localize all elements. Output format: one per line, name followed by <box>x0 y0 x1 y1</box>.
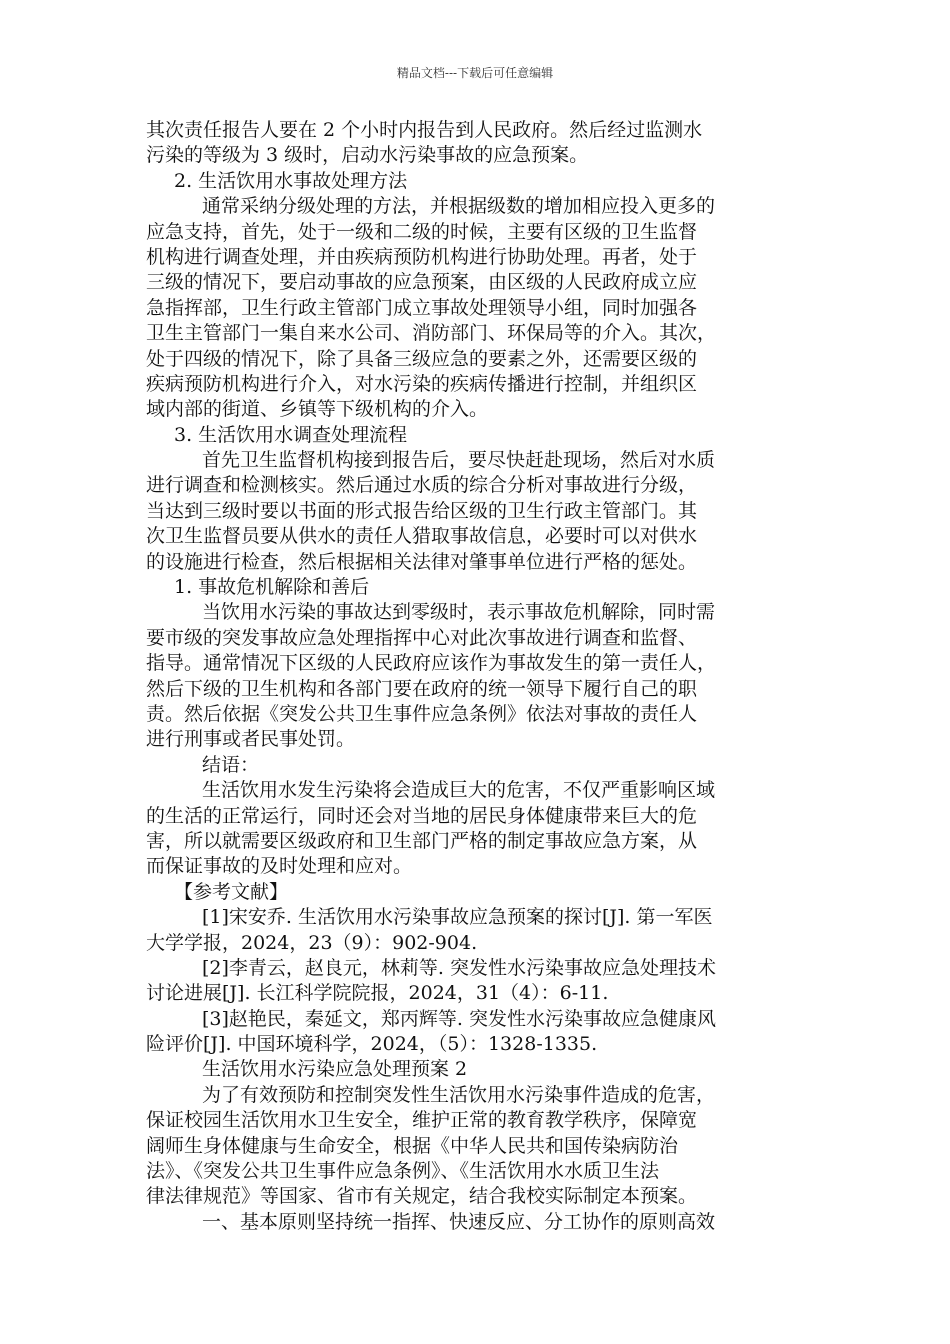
text-line: 险评价[J]. 中国环境科学，2024，（5）：1328-1335. <box>146 1033 598 1056</box>
text-line: 2. 生活饮用水事故处理方法 <box>174 169 408 192</box>
text-line: 害，所以就需要区级政府和卫生部门严格的制定事故应急方案，从 <box>146 829 698 852</box>
text-line: 讨论进展[J]. 长江科学院院报，2024，31（4）：6-11. <box>146 982 609 1005</box>
text-line: 次卫生监督员要从供水的责任人猎取事故信息，必要时可以对供水 <box>146 525 698 548</box>
text-line: 处于四级的情况下，除了具备三级应急的要素之外，还需要区级的 <box>146 347 698 370</box>
text-line: 一、基本原则坚持统一指挥、快速反应、分工协作的原则高效 <box>202 1210 716 1233</box>
text-line: 而保证事故的及时处理和应对。 <box>146 855 413 878</box>
text-line: 为了有效预防和控制突发性生活饮用水污染事件造成的危害， <box>202 1083 716 1106</box>
text-line: 三级的情况下，要启动事故的应急预案，由区级的人民政府成立应 <box>146 271 698 294</box>
text-line: 其次责任报告人要在 2 个小时内报告到人民政府。然后经过监测水 <box>146 119 703 141</box>
text-line: 1. 事故危机解除和善后 <box>174 576 370 599</box>
text-line: [1]宋安乔. 生活饮用水污染事故应急预案的探讨[J]. 第一军医 <box>202 906 713 929</box>
text-line: [3]赵艳民，秦延文，郑丙辉等. 突发性水污染事故应急健康风 <box>202 1007 716 1030</box>
text-line: 机构进行调查处理，并由疾病预防机构进行协助处理。再者，处于 <box>146 245 698 268</box>
text-line: 急指挥部，卫生行政主管部门成立事故处理领导小组，同时加强各 <box>146 296 698 319</box>
text-line: 卫生主管部门一集自来水公司、消防部门、环保局等的介入。其次， <box>146 322 717 345</box>
text-line: 进行刑事或者民事处罚。 <box>146 728 356 751</box>
text-line: 大学学报，2024，23（9）：902-904. <box>146 931 478 954</box>
text-line: 应急支持，首先，处于一级和二级的时候，主要有区级的卫生监督 <box>146 220 698 243</box>
text-line: [2]李青云，赵良元，林莉等. 突发性水污染事故应急处理技术 <box>202 956 716 979</box>
text-line: 当达到三级时要以书面的形式报告给区级的卫生行政主管部门。其 <box>146 499 698 522</box>
text-line: 的生活的正常运行，同时还会对当地的居民身体健康带来巨大的危 <box>146 804 698 827</box>
text-line: 阔师生身体健康与生命安全，根据《中华人民共和国传染病防治 <box>146 1134 679 1157</box>
text-line: 结语： <box>202 753 260 776</box>
text-line: 当饮用水污染的事故达到零级时，表示事故危机解除，同时需 <box>202 601 716 624</box>
text-line: 域内部的街道、乡镇等下级机构的介入。 <box>146 398 489 421</box>
text-line: 然后下级的卫生机构和各部门要在政府的统一领导下履行自己的职 <box>146 677 698 700</box>
text-line: 律法律规范》等国家、省市有关规定，结合我校实际制定本预案。 <box>146 1185 698 1208</box>
text-line: 疾病预防机构进行介入，对水污染的疾病传播进行控制，并组织区 <box>146 372 698 395</box>
text-line: 的设施进行检查，然后根据相关法律对肇事单位进行严格的惩处。 <box>146 550 698 573</box>
text-line: 指导。通常情况下区级的人民政府应该作为事故发生的第一责任人， <box>146 652 717 675</box>
text-line: 要市级的突发事故应急处理指挥中心对此次事故进行调查和监督、 <box>146 626 698 649</box>
text-line: 首先卫生监督机构接到报告后，要尽快赶赴现场，然后对水质 <box>202 449 716 472</box>
document-body <box>146 118 812 1235</box>
text-line: 法》、《突发公共卫生事件应急条例》、《生活饮用水水质卫生法 <box>146 1160 660 1183</box>
text-line: 通常采纳分级处理的方法，并根据级数的增加相应投入更多的 <box>202 195 716 218</box>
text-line: 保证校园生活饮用水卫生安全，维护正常的教育教学秩序，保障宽 <box>146 1109 698 1132</box>
page-header: 精品文档---下载后可任意编辑 <box>396 66 554 80</box>
text-line: 3. 生活饮用水调查处理流程 <box>174 423 408 446</box>
text-line: 【参考文献】 <box>174 880 289 903</box>
text-line: 生活饮用水污染应急处理预案 2 <box>202 1058 468 1081</box>
text-line: 责。然后依据《突发公共卫生事件应急条例》依法对事故的责任人 <box>146 702 698 725</box>
text-line: 进行调查和检测核实。然后通过水质的综合分析对事故进行分级， <box>146 474 698 497</box>
text-line: 生活饮用水发生污染将会造成巨大的危害，不仅严重影响区域 <box>202 779 716 802</box>
text-line: 污染的等级为 3 级时，启动水污染事故的应急预案。 <box>146 144 589 167</box>
